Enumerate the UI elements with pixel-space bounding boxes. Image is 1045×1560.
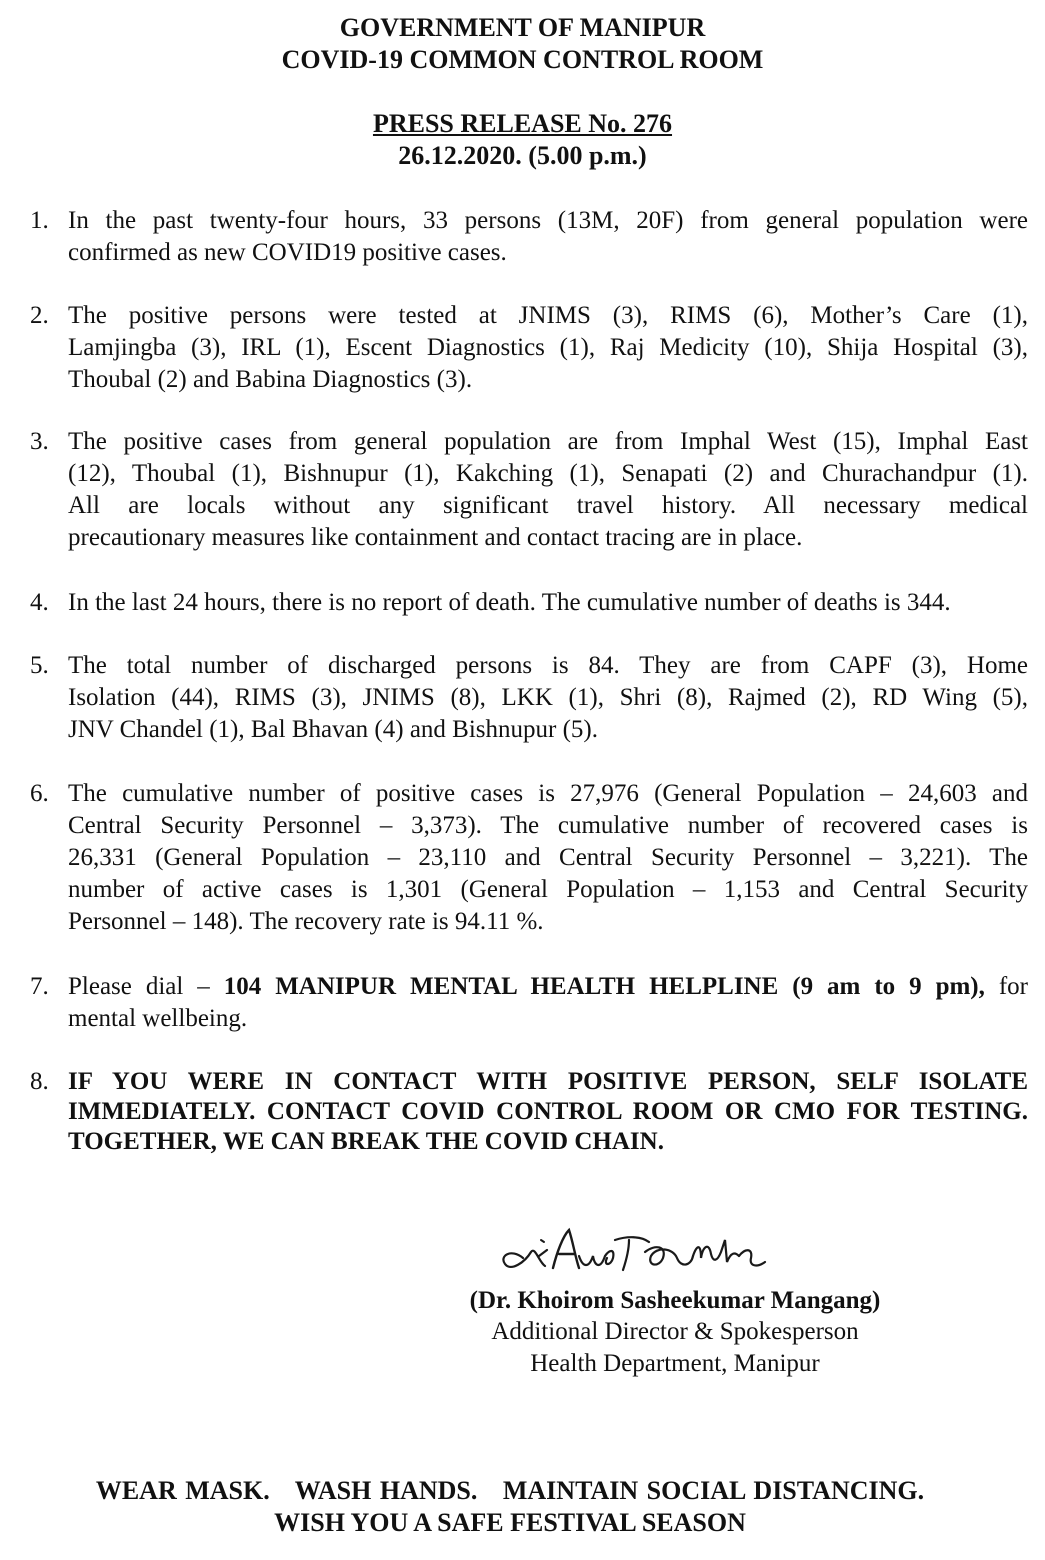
footer-slogan-text: WEAR MASK. WASH HANDS. MAINTAIN SOCIAL DISTANCING. xyxy=(95,1476,925,1505)
item-text xyxy=(68,587,1028,619)
item-line: The total number of discharged persons is 84. They are from CAPF (3), Home xyxy=(68,652,1028,679)
item-line: (12), Thoubal (1), Bishnupur (1), Kakching (1), Senapati (2) and Churachandpur (1). xyxy=(68,460,1028,487)
item-text xyxy=(68,650,1028,746)
item-line: IMMEDIATELY. CONTACT COVID CONTROL ROOM OR CMO FOR TESTING. xyxy=(68,1098,1028,1125)
item-number: 8. xyxy=(30,1068,49,1095)
item-line: mental wellbeing. xyxy=(68,1005,248,1032)
item-line: JNV Chandel (1), Bal Bhavan (4) and Bishnupur (5). xyxy=(68,716,599,743)
item-line: TOGETHER, WE CAN BREAK THE COVID CHAIN. xyxy=(68,1128,664,1155)
item-line: All are locals without any significant travel history. All necessary medical xyxy=(68,492,1028,519)
list-item xyxy=(30,587,1028,619)
footer-greeting: WISH YOU A SAFE FESTIVAL SEASON xyxy=(274,1508,746,1537)
item-line: 26,331 (General Population – 23,110 and Central Security Personnel – 3,221). The xyxy=(68,844,1028,871)
item-line: precautionary measures like containment and contact tracing are in place. xyxy=(68,524,803,551)
item-number: 3. xyxy=(30,428,49,455)
list-item xyxy=(30,426,1028,554)
list-item xyxy=(30,650,1028,746)
helpline-text: 104 MANIPUR MENTAL HEALTH HELPLINE (9 am to 9 pm), xyxy=(223,973,985,1000)
document-header xyxy=(0,12,1045,76)
item-line: confirmed as new COVID19 positive cases. xyxy=(68,239,507,266)
item-line: Personnel – 148). The recovery rate is 94.11 %. xyxy=(68,908,544,935)
item-line: The cumulative number of positive cases is 27,976 (General Population – 24,603 and xyxy=(68,780,1028,807)
list-item xyxy=(30,205,1028,269)
government-title: GOVERNMENT OF MANIPUR xyxy=(339,13,706,42)
item-text xyxy=(68,300,1028,396)
handwritten-signature xyxy=(495,1222,795,1282)
item-line xyxy=(68,971,1028,1003)
item-line: IF YOU WERE IN CONTACT WITH POSITIVE PERSON, SELF ISOLATE xyxy=(68,1068,1028,1095)
item-text xyxy=(68,1067,1028,1157)
signatory-designation: Additional Director & Spokesperson xyxy=(491,1318,859,1345)
list-item xyxy=(30,1067,1028,1157)
press-release-header xyxy=(0,108,1045,172)
list-item xyxy=(30,778,1028,938)
item-number: 6. xyxy=(30,780,49,807)
list-item xyxy=(30,971,1028,1035)
item-number: 4. xyxy=(30,589,49,616)
item-line: Lamjingba (3), IRL (1), Escent Diagnostics (1), Raj Medicity (10), Shija Hospital (3), xyxy=(68,334,1028,361)
item-text xyxy=(68,426,1028,554)
item-number: 5. xyxy=(30,652,49,679)
item-text xyxy=(68,971,1028,1035)
item-line: Isolation (44), RIMS (3), JNIMS (8), LKK (1), Shri (8), Rajmed (2), RD Wing (5), xyxy=(68,684,1028,711)
control-room-title: COVID-19 COMMON CONTROL ROOM xyxy=(281,45,764,74)
list-item xyxy=(30,300,1028,396)
release-datetime: 26.12.2020. (5.00 p.m.) xyxy=(398,141,647,170)
item-text xyxy=(68,778,1028,938)
item-line: Central Security Personnel – 3,373). The cumulative number of recovered cases is xyxy=(68,812,1028,839)
item-line: The positive persons were tested at JNIMS (3), RIMS (6), Mother’s Care (1), xyxy=(68,302,1028,329)
item-number: 1. xyxy=(30,207,49,234)
item-number: 2. xyxy=(30,302,49,329)
item-line: Thoubal (2) and Babina Diagnostics (3). xyxy=(68,366,473,393)
item-text xyxy=(68,205,1028,269)
item-line: The positive cases from general population are from Imphal West (15), Imphal East xyxy=(68,428,1028,455)
item-line: In the last 24 hours, there is no report of death. The cumulative number of deaths is 344. xyxy=(68,589,951,616)
helpline-prefix: Please dial – xyxy=(68,973,224,1000)
helpline-suffix: for xyxy=(984,973,1029,1000)
signatory-name: (Dr. Khoirom Sasheekumar Mangang) xyxy=(469,1287,881,1314)
item-number: 7. xyxy=(30,973,49,1000)
item-line: In the past twenty-four hours, 33 persons (13M, 20F) from general population were xyxy=(68,207,1028,234)
signatory-department: Health Department, Manipur xyxy=(530,1350,820,1377)
item-line: number of active cases is 1,301 (General Population – 1,153 and Central Security xyxy=(68,876,1028,903)
footer-slogan xyxy=(0,1475,1020,1507)
press-release-number: PRESS RELEASE No. 276 xyxy=(372,109,673,138)
